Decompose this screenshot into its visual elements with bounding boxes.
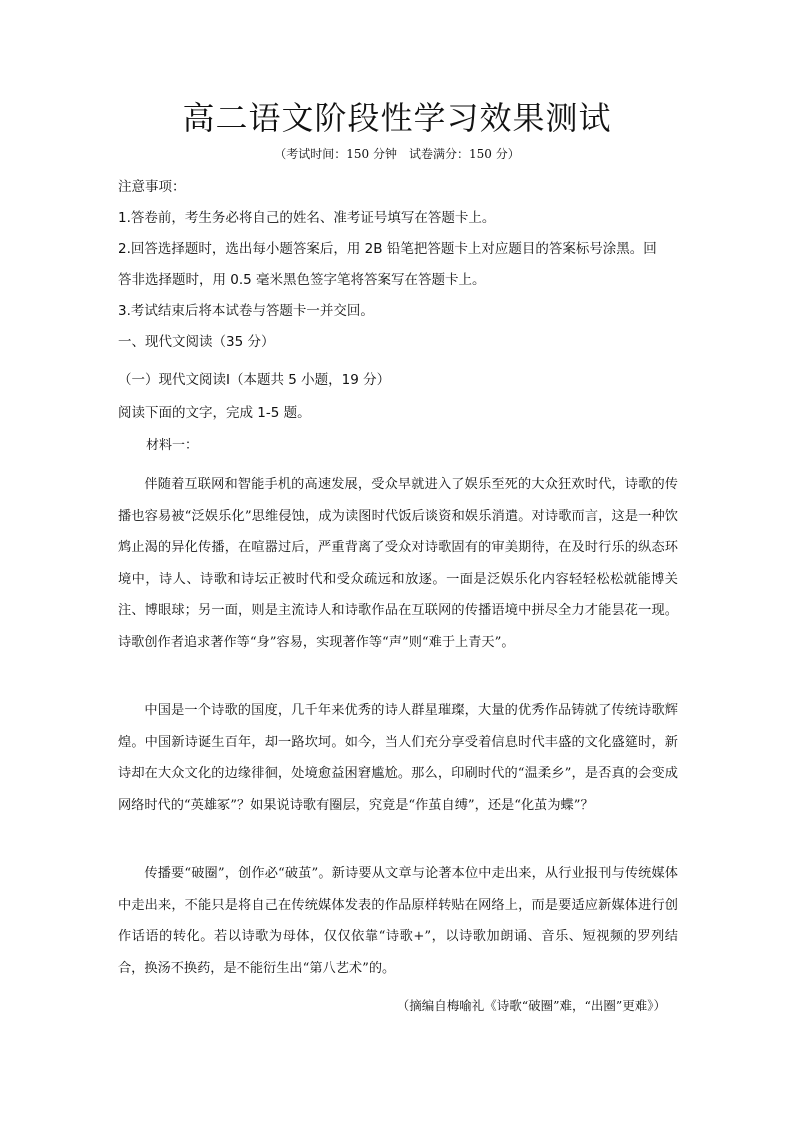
notes-item-1: 1.答卷前，考生务必将自己的姓名、准考证号填写在答题卡上。 <box>118 210 496 226</box>
notes-item-2-cont: 答非选择题时，用 0.5 毫米黑色签字笔将答案写在答题卡上。 <box>118 272 486 288</box>
passage-paragraph-3: 传播要“破圈”，创作必“破茧”。新诗要从文章与论著本位中走出来，从行业报刊与传统媒体中走出来，不能只是将自己在传统媒体发表的作品原样转贴在网络上，而是要适应新媒体进行创作话语的转化。若以诗歌为母体，仅仅依靠“诗歌+”，以诗歌加朗诵、音乐、短视频的罗列结合，换汤不换药，是不能衍生出“第八艺术”的。 <box>118 866 678 976</box>
notes-item-3: 3.考试结束后将本试卷与答题卡一并交回。 <box>118 303 374 319</box>
notes-heading: 注意事项： <box>118 179 186 195</box>
material-label: 材料一： <box>146 438 199 453</box>
reading-instruction: 阅读下面的文字，完成 1-5 题。 <box>118 405 311 421</box>
passage-paragraph-2: 中国是一个诗歌的国度，几千年来优秀的诗人群星璀璨，大量的优秀作品铸就了传统诗歌辉煌。中国新诗诞生百年，却一路坎坷。如今，当人们充分享受着信息时代丰盛的文化盛筵时，新诗却在大众文化的边缘徘徊，处境愈益困窘尴尬。那么，印刷时代的“温柔乡”，是否真的会变成网络时代的“英雄冢”？如果说诗歌有圈层，究竟是“作茧自缚”，还是“化茧为蝶”？ <box>118 703 678 813</box>
section-heading: 一、现代文阅读（35 分） <box>118 334 275 350</box>
passage-paragraph-1: 伴随着互联网和智能手机的高速发展，受众早就进入了娱乐至死的大众狂欢时代，诗歌的传播也容易被“泛娱乐化”思维侵蚀，成为读图时代饭后谈资和娱乐消遣。对诗歌而言，这是一种饮鸩止渴的异化传播，在喧嚣过后，严重背离了受众对诗歌固有的审美期待，在及时行乐的纵态环境中，诗人、诗歌和诗坛正被时代和受众疏远和放逐。一面是泛娱乐化内容轻轻松松就能博关注、博眼球；另一面，则是主流诗人和诗歌作品在互联网的传播语境中拼尽全力才能昙花一现。诗歌创作者追求著作等“身”容易，实现著作等“声”则“难于上青天”。 <box>118 477 678 650</box>
exam-subtitle: （考试时间：150 分钟 试卷满分：150 分） <box>274 147 520 161</box>
section-subheading: （一）现代文阅读Ⅰ（本题共 5 小题，19 分） <box>118 372 391 388</box>
exam-title: 高二语文阶段性学习效果测试 <box>182 99 612 137</box>
passage-source: （摘编自梅喻礼《诗歌“破圈”难，“出圈”更难》） <box>396 998 666 1013</box>
notes-item-2: 2.回答选择题时，选出每小题答案后，用 2B 铅笔把答题卡上对应题目的答案标号涂黑。回 <box>118 241 657 257</box>
